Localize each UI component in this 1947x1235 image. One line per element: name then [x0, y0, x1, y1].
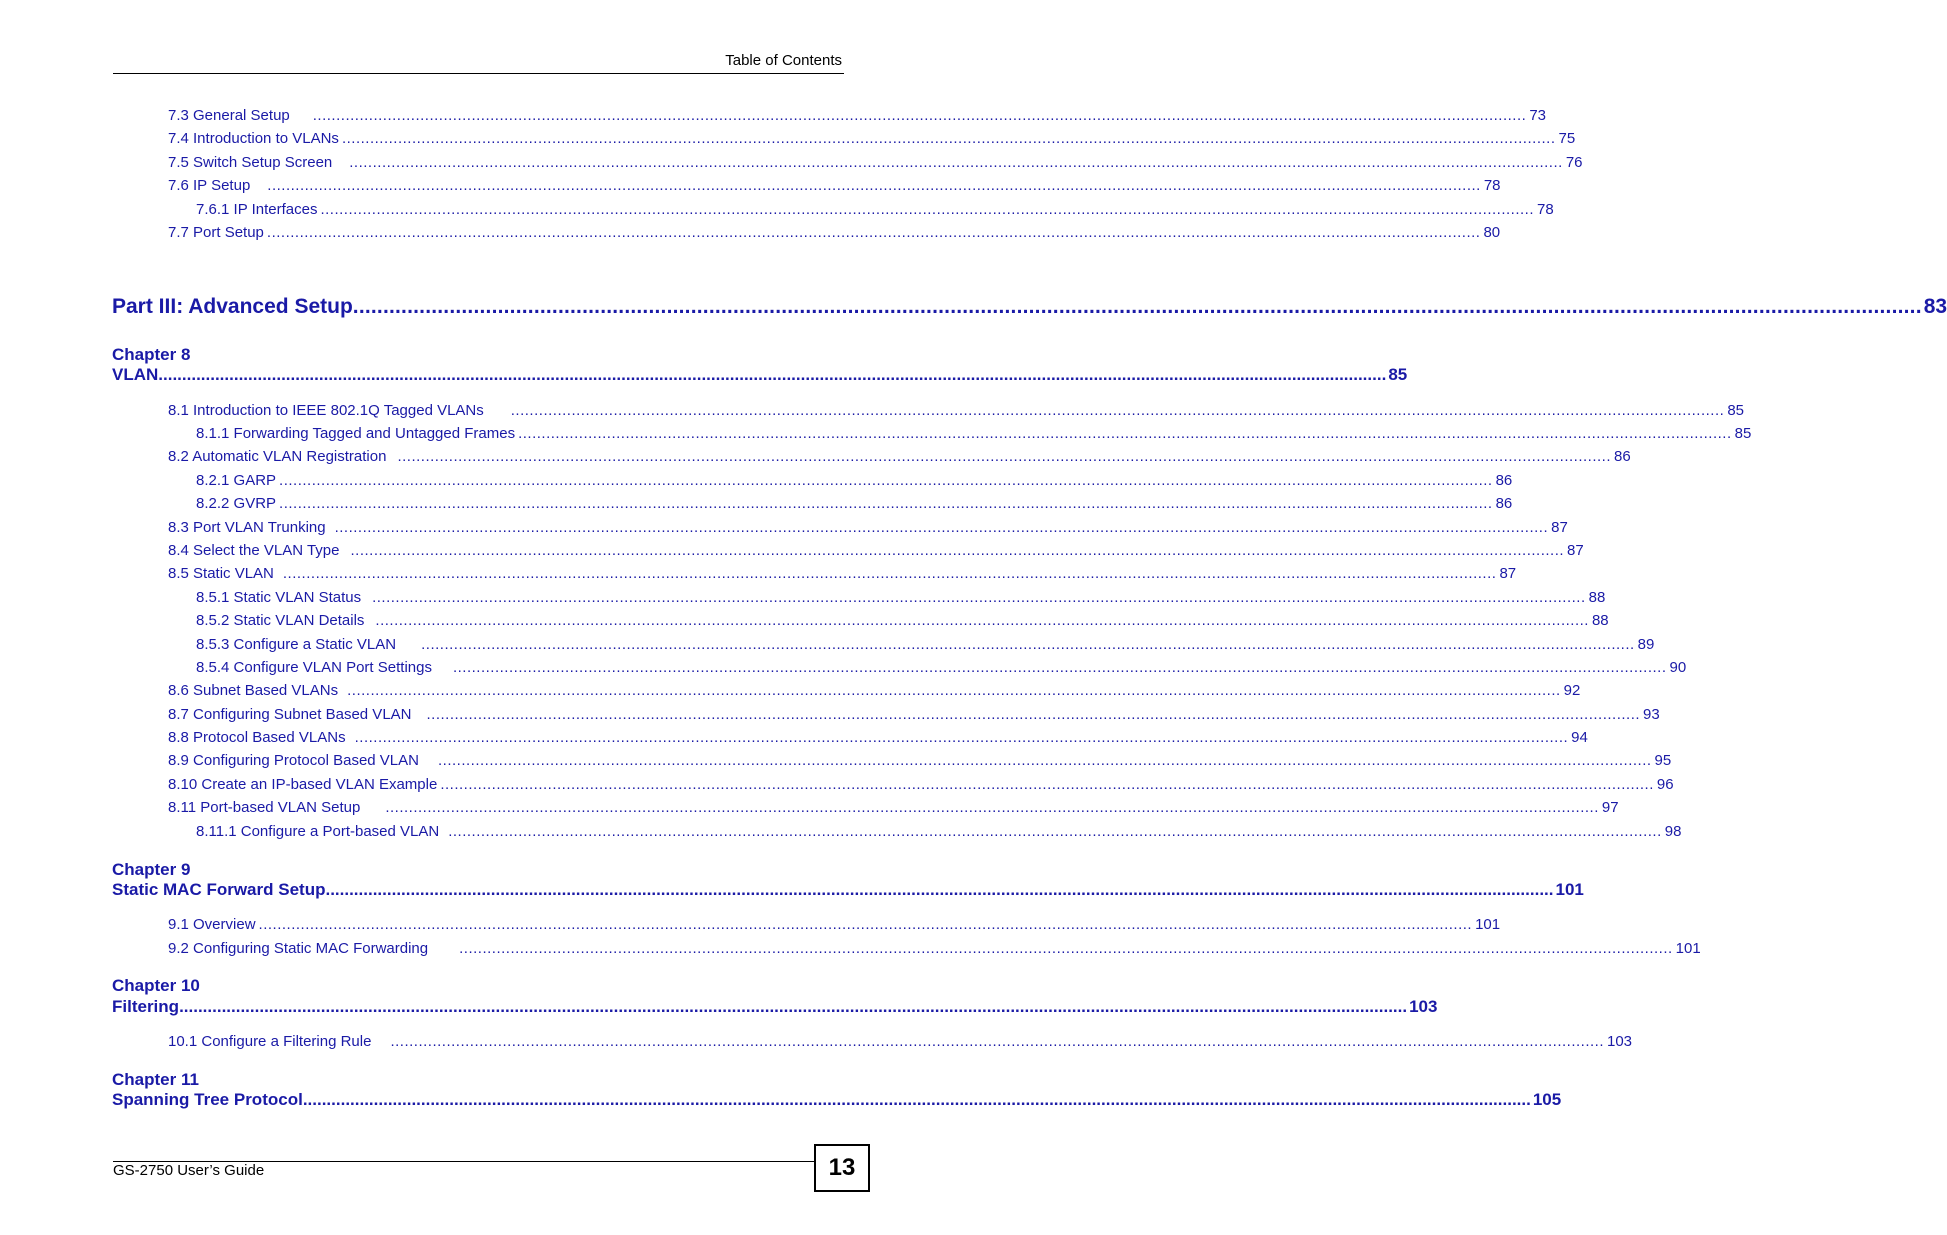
leader-dots: ....................................................................................................................................................................................................................................................................	[421, 636, 1635, 653]
toc-entry-page: 76	[1565, 154, 1583, 171]
leader-dots: ....................................................................................................................................................................................................................................................................	[437, 752, 1652, 769]
toc-entry-page: 86	[1495, 495, 1513, 512]
toc-entry-label: 8.10 Create an IP-based VLAN Example	[168, 776, 438, 793]
toc-entry[interactable]	[168, 729, 1588, 746]
toc-entry[interactable]	[168, 799, 1619, 816]
leader-dots: ....................................................................................................................................................................................................................................................................	[440, 776, 1654, 793]
leader-dots: ....................................................................................................................................................................................................................................................................	[320, 201, 1535, 218]
toc-entry[interactable]	[196, 636, 1655, 653]
toc-entry-label: 8.7 Configuring Subnet Based VLAN	[168, 706, 412, 723]
toc-entry[interactable]	[168, 706, 1660, 723]
toc-entry[interactable]	[168, 448, 1631, 465]
toc-entry[interactable]	[168, 519, 1568, 536]
chapter-label: Chapter 8	[112, 345, 191, 364]
toc-entry-label: 8.2.1 GARP	[196, 472, 277, 489]
toc-entry-page: 78	[1537, 201, 1554, 218]
toc-entry-label: 8.5.4 Configure VLAN Port Settings	[196, 659, 432, 676]
leader-dots: ....................................................................................................................................................................................................................................................................	[452, 659, 1667, 676]
chapter-title: VLAN	[112, 365, 159, 384]
toc-entry-page: 96	[1656, 776, 1674, 793]
toc-entry-label: 8.8 Protocol Based VLANs	[168, 729, 346, 746]
toc-entry-label: 7.6 IP Setup	[168, 177, 251, 194]
toc-entry-page: 92	[1563, 682, 1581, 699]
toc-entry-label: 8.11.1 Configure a Port-based VLAN	[196, 823, 440, 840]
leader-dots: ....................................................................................................................................................................................................................................................................	[510, 402, 1725, 419]
leader-dots: ....................................................................................................................................................................................................................................................................	[302, 1090, 1531, 1109]
leader-dots: ....................................................................................................................................................................................................................................................................	[347, 682, 1561, 699]
chapter-label: Chapter 11	[112, 1070, 199, 1089]
toc-entry[interactable]	[168, 916, 1501, 933]
toc-entry-page: 75	[1558, 130, 1576, 147]
toc-entry-page: 85	[1727, 402, 1744, 419]
leader-dots: ....................................................................................................................................................................................................................................................................	[375, 612, 1589, 629]
toc-entry-page: 101	[1475, 916, 1501, 933]
toc-entry-page: 90	[1669, 659, 1687, 676]
leader-dots: ....................................................................................................................................................................................................................................................................	[267, 177, 1481, 194]
toc-entry[interactable]	[168, 107, 1546, 124]
leader-dots: ....................................................................................................................................................................................................................................................................	[390, 1033, 1604, 1050]
toc-entry-page: 93	[1643, 706, 1660, 723]
toc-entry[interactable]	[168, 224, 1501, 241]
chapter-page: 103	[1409, 997, 1438, 1016]
leader-dots: ....................................................................................................................................................................................................................................................................	[325, 880, 1554, 899]
toc-entry[interactable]	[168, 565, 1517, 582]
leader-dots: ....................................................................................................................................................................................................................................................................	[158, 365, 1387, 384]
leader-dots: ....................................................................................................................................................................................................................................................................	[385, 799, 1599, 816]
toc-entry-page: 86	[1614, 448, 1631, 465]
part-heading[interactable]	[112, 295, 1947, 319]
toc-entry-page: 101	[1675, 940, 1701, 957]
toc-entry-page: 94	[1571, 729, 1588, 746]
toc-entry-label: 8.5.1 Static VLAN Status	[196, 589, 362, 606]
footer-guide-title: GS-2750 User’s Guide	[113, 1162, 265, 1179]
toc-entry[interactable]	[168, 402, 1744, 419]
toc-entry-label: 8.3 Port VLAN Trunking	[168, 519, 326, 536]
toc-entry-page: 88	[1588, 589, 1606, 606]
toc-entry-page: 87	[1551, 519, 1568, 536]
page-number-box	[814, 1144, 870, 1192]
toc-entry[interactable]	[196, 659, 1687, 676]
toc-entry[interactable]	[168, 940, 1701, 957]
toc-entry-label: 7.6.1 IP Interfaces	[196, 201, 318, 218]
chapter-title-row[interactable]	[112, 997, 1438, 1017]
toc-entry-label: 9.2 Configuring Static MAC Forwarding	[168, 940, 429, 957]
toc-entry[interactable]	[168, 130, 1576, 147]
chapter-title-row[interactable]	[112, 880, 1584, 900]
chapter-title: Spanning Tree Protocol	[112, 1090, 303, 1109]
toc-entry-label: 8.9 Configuring Protocol Based VLAN	[168, 752, 419, 769]
toc-entry[interactable]	[196, 425, 1752, 442]
header-rule	[113, 73, 844, 74]
toc-entry[interactable]	[196, 201, 1554, 218]
toc-entry-page: 78	[1483, 177, 1501, 194]
leader-dots: ....................................................................................................................................................................................................................................................................	[426, 706, 1641, 723]
toc-entry-page: 86	[1495, 472, 1513, 489]
toc-entry-label: 9.1 Overview	[168, 916, 256, 933]
running-header-title: Table of Contents	[725, 52, 842, 69]
toc-entry[interactable]	[196, 823, 1682, 840]
part-page: 83	[1923, 295, 1947, 318]
toc-entry-page: 98	[1664, 823, 1682, 840]
chapter-title: Filtering	[112, 997, 180, 1016]
leader-dots: ....................................................................................................................................................................................................................................................................	[279, 472, 1493, 489]
toc-entry-label: 7.7 Port Setup	[168, 224, 264, 241]
toc-entry-label: 8.4 Select the VLAN Type	[168, 542, 340, 559]
chapter-title: Static MAC Forward Setup	[112, 880, 326, 899]
toc-entry-label: 8.5.2 Static VLAN Details	[196, 612, 365, 629]
toc-entry[interactable]	[196, 589, 1606, 606]
toc-entry-label: 8.1.1 Forwarding Tagged and Untagged Frames	[196, 425, 516, 442]
chapter-title-row[interactable]	[112, 365, 1408, 385]
toc-entry-label: 8.2.2 GVRP	[196, 495, 277, 512]
toc-entry[interactable]	[168, 177, 1501, 194]
toc-entry-page: 87	[1499, 565, 1517, 582]
chapter-title-row[interactable]	[112, 1090, 1562, 1110]
toc-entry[interactable]	[196, 612, 1609, 629]
leader-dots: ....................................................................................................................................................................................................................................................................	[279, 495, 1493, 512]
leader-dots: ....................................................................................................................................................................................................................................................................	[266, 224, 1481, 241]
toc-entry-label: 8.2 Automatic VLAN Registration	[168, 448, 387, 465]
leader-dots: ....................................................................................................................................................................................................................................................................	[258, 916, 1473, 933]
toc-entry-page: 95	[1654, 752, 1672, 769]
leader-dots: ....................................................................................................................................................................................................................................................................	[518, 425, 1732, 442]
toc-entry[interactable]	[168, 154, 1583, 171]
leader-dots: ....................................................................................................................................................................................................................................................................	[334, 519, 1549, 536]
chapter-page: 101	[1555, 880, 1584, 899]
toc-entry[interactable]	[168, 752, 1672, 769]
toc-entry-label: 8.6 Subnet Based VLANs	[168, 682, 339, 699]
leader-dots: ....................................................................................................................................................................................................................................................................	[448, 823, 1662, 840]
toc-entry-page: 97	[1601, 799, 1619, 816]
leader-dots: ....................................................................................................................................................................................................................................................................	[349, 154, 1563, 171]
leader-dots: ....................................................................................................................................................................................................................................................................	[459, 940, 1673, 957]
toc-entry-label: 7.5 Switch Setup Screen	[168, 154, 333, 171]
toc-entry-page: 88	[1591, 612, 1609, 629]
leader-dots: ....................................................................................................................................................................................................................................................................	[282, 565, 1497, 582]
toc-entry[interactable]	[168, 682, 1581, 699]
leader-dots: ....................................................................................................................................................................................................................................................................	[312, 107, 1527, 124]
toc-entry-label: 8.11 Port-based VLAN Setup	[168, 799, 361, 816]
leader-dots: ....................................................................................................................................................................................................................................................................	[350, 542, 1565, 559]
chapter-page: 105	[1532, 1090, 1562, 1109]
toc-entry-page: 87	[1567, 542, 1584, 559]
toc-entry-page: 89	[1637, 636, 1655, 653]
leader-dots: ....................................................................................................................................................................................................................................................................	[372, 589, 1586, 606]
toc-entry-page: 85	[1734, 425, 1752, 442]
toc-entry[interactable]	[168, 542, 1584, 559]
toc-entry[interactable]	[168, 1033, 1633, 1050]
part-title: Part III: Advanced Setup	[112, 295, 353, 318]
leader-dots: ....................................................................................................................................................................................................................................................................	[341, 130, 1556, 147]
toc-entry[interactable]	[196, 472, 1513, 489]
toc-entry-label: 8.5.3 Configure a Static VLAN	[196, 636, 397, 653]
leader-dots: ....................................................................................................................................................................................................................................................................	[179, 997, 1408, 1016]
toc-entry-label: 10.1 Configure a Filtering Rule	[168, 1033, 372, 1050]
toc-entry-label: 7.3 General Setup	[168, 107, 290, 124]
page-number: 13	[828, 1154, 856, 1181]
toc-entry[interactable]	[196, 495, 1513, 512]
toc-entry-label: 7.4 Introduction to VLANs	[168, 130, 339, 147]
chapter-label: Chapter 10	[112, 976, 200, 995]
toc-entry-page: 103	[1607, 1033, 1633, 1050]
leader-dots: ....................................................................................................................................................................................................................................................................	[397, 448, 1611, 465]
toc-entry-label: 8.1 Introduction to IEEE 802.1Q Tagged VLANs	[168, 402, 484, 419]
chapter-page: 85	[1388, 365, 1408, 384]
toc-entry-page: 80	[1483, 224, 1501, 241]
toc-entry[interactable]	[168, 776, 1674, 793]
chapter-label: Chapter 9	[112, 860, 191, 879]
leader-dots: ....................................................................................................................................................................................................................................................................	[354, 729, 1569, 746]
toc-entry-label: 8.5 Static VLAN	[168, 565, 274, 582]
leader-dots: ....................................................................................................................................................................................................................................................................	[352, 295, 1922, 318]
toc-entry-page: 73	[1529, 107, 1546, 124]
